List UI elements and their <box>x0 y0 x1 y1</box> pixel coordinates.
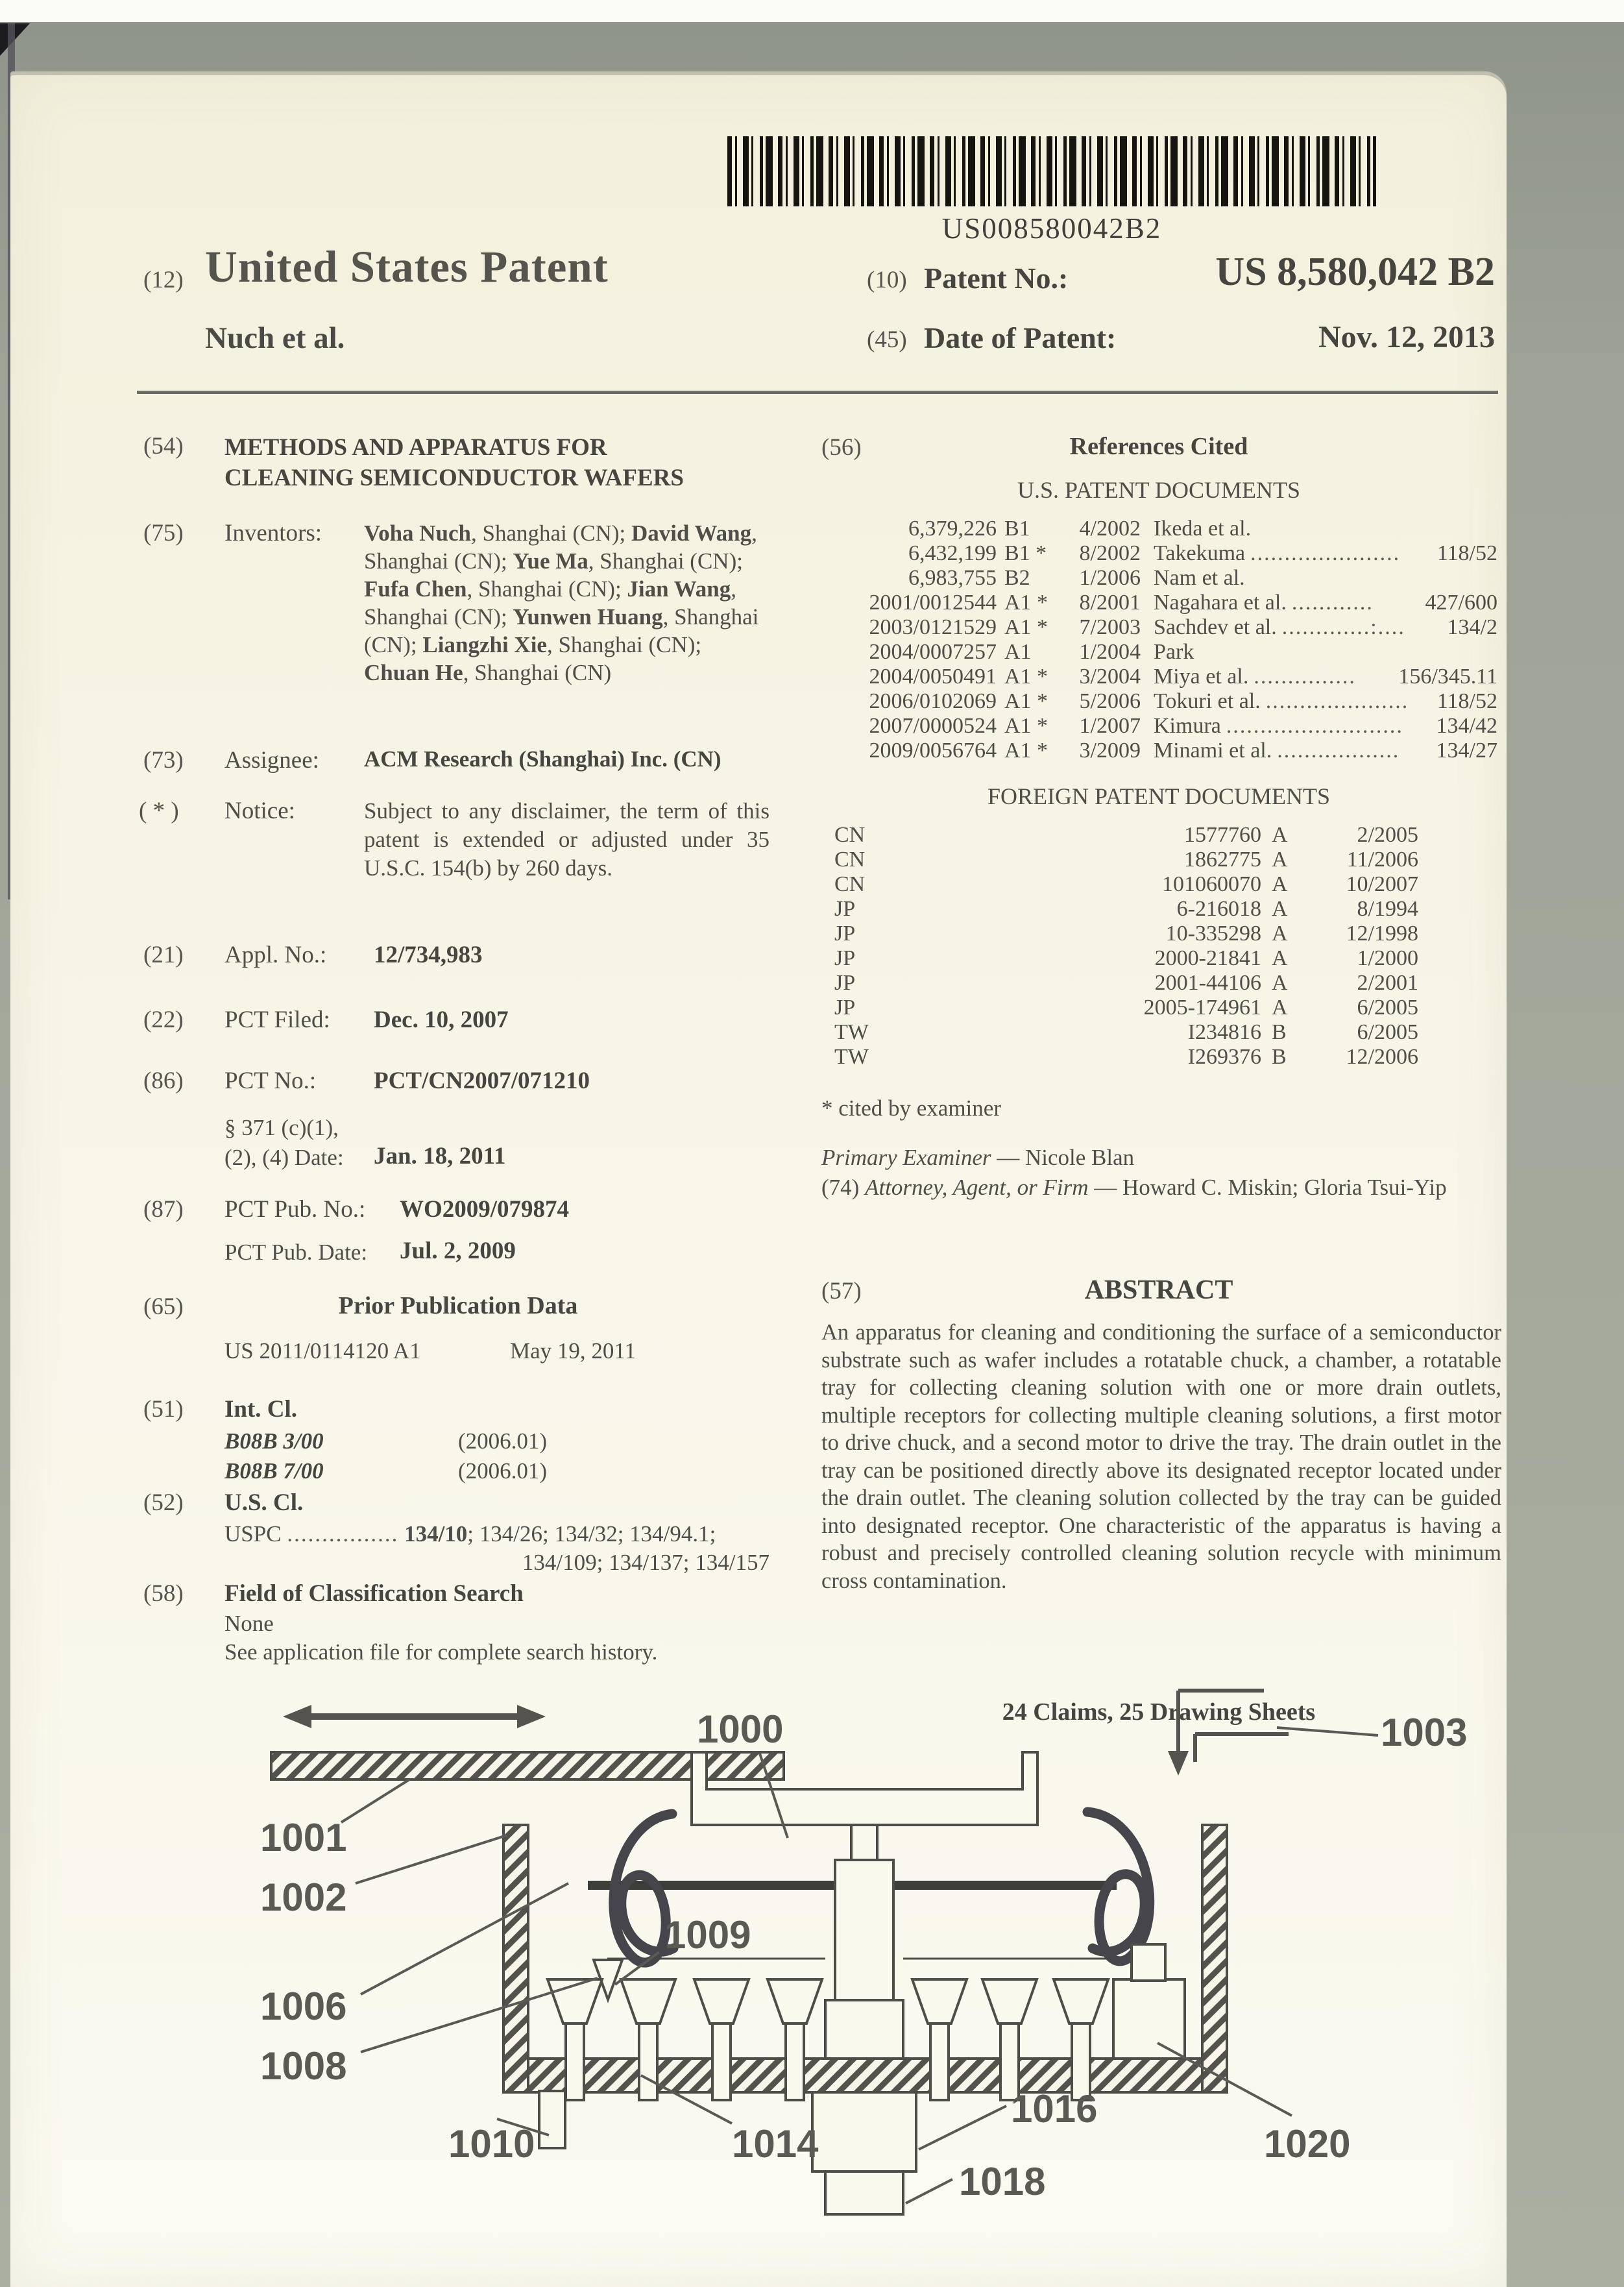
appl-no-value: 12/734,983 <box>374 942 483 968</box>
tag-75: (75) <box>143 520 184 546</box>
label-1002: 1002 <box>260 1876 347 1919</box>
label-1010: 1010 <box>448 2122 535 2166</box>
label-1020: 1020 <box>1264 2122 1351 2166</box>
label-1008: 1008 <box>260 2044 347 2088</box>
tray-floor-1014 <box>528 2059 1202 2092</box>
inventor-item: Voha Nuch, Shanghai (CN); <box>364 520 631 546</box>
uspc-line <box>224 1520 770 1548</box>
int-cl-row: B08B 7/00 (2006.01) <box>224 1458 548 1484</box>
tag-12: (12) <box>143 267 184 293</box>
tag-65: (65) <box>143 1293 184 1320</box>
label-1016: 1016 <box>1011 2087 1098 2131</box>
int-cl-rows <box>224 1426 679 1486</box>
notice-text: Subject to any disclaimer, the term of this patent is extended or adjusted under 35 U.S.C. 154(b) by 260 days. <box>364 798 770 881</box>
attorney-value: — Howard C. Miskin; Gloria Tsui-Yip <box>1088 1175 1447 1200</box>
right-wall <box>1202 1825 1227 2092</box>
inventor-item: Liangzhi Xie, Shanghai (CN); <box>422 632 702 657</box>
tag-45: (45) <box>867 326 907 353</box>
tag-57: (57) <box>821 1278 862 1304</box>
inventor-item: Jian Wang, Shanghai (CN); <box>364 576 737 630</box>
foreign-patent-doc-row: JP 2005-174961 A 6/2005 <box>834 996 1418 1020</box>
foreign-patent-doc-row: TW I234816 B 6/2005 <box>834 1020 1418 1044</box>
us-patent-docs-table <box>849 517 1497 763</box>
prior-pub-number: US 2011/0114120 A1 <box>224 1338 421 1364</box>
us-cl-heading: U.S. Cl. <box>224 1489 304 1516</box>
inventors-list <box>364 519 768 687</box>
patent-figure <box>244 1655 1503 2239</box>
uspc-first: 134/10 <box>404 1521 468 1547</box>
pct-pub-date-value: Jul. 2, 2009 <box>400 1238 516 1264</box>
claims-line: 24 Claims, 25 Drawing Sheets <box>1002 1698 1316 1726</box>
pct-24-date-value: Jan. 18, 2011 <box>374 1143 506 1169</box>
page-title: United States Patent <box>205 242 609 291</box>
us-patent-doc-row: 6,983,755 B2 1/2006 Nam et al. <box>908 566 1245 590</box>
author-line: Nuch et al. <box>205 321 345 355</box>
patent-page <box>10 71 1507 2287</box>
tag-51: (51) <box>143 1396 184 1423</box>
pct-filed-label: PCT Filed: <box>224 1007 330 1033</box>
inventor-item: Fufa Chen, Shanghai (CN); <box>364 576 627 602</box>
inventor-item: Yunwen Huang, Shanghai (CN); <box>364 604 759 657</box>
date-of-patent-value: Nov. 12, 2013 <box>1318 320 1495 354</box>
barcode <box>727 136 1376 206</box>
attorney-label: Attorney, Agent, or Firm <box>865 1175 1089 1200</box>
label-1018: 1018 <box>959 2160 1046 2203</box>
int-cl-row: B08B 3/00 (2006.01) <box>224 1428 548 1454</box>
foreign-patent-doc-row: JP 6-216018 A 8/1994 <box>834 897 1418 921</box>
us-patent-doc-row: 2009/0056764 A1 * 3/2009 Minami et al. .................. 134/27 <box>869 739 1497 763</box>
pct-pub-no-value: WO2009/079874 <box>400 1196 570 1223</box>
down-arrow-1003-icon <box>1168 1691 1289 1776</box>
label-1009: 1009 <box>664 1913 751 1957</box>
us-patent-doc-row: 6,432,199 B1 * 8/2002 Takekuma ...................... 118/52 <box>908 541 1497 565</box>
label-1001: 1001 <box>260 1816 347 1859</box>
primary-examiner-value: — Nicole Blan <box>991 1145 1135 1170</box>
tag-86: (86) <box>143 1068 184 1094</box>
foreign-patent-doc-row: CN 1577760 A 2/2005 <box>834 823 1418 847</box>
tag-10: (10) <box>867 267 907 293</box>
us-patent-doc-row: 2003/0121529 A1 * 7/2003 Sachdev et al. .............:.... 134/2 <box>869 615 1497 639</box>
tag-87: (87) <box>143 1196 184 1223</box>
foreign-patent-doc-row: JP 2001-44106 A 2/2001 <box>834 971 1418 995</box>
inventors-label: Inventors: <box>224 520 322 546</box>
tag-56: (56) <box>821 434 862 461</box>
us-patent-doc-row: 2004/0050491 A1 * 3/2004 Miya et al. ............... 156/345.11 <box>869 665 1497 689</box>
invention-title-line2: CLEANING SEMICONDUCTOR WAFERS <box>224 465 684 491</box>
pct-no-label: PCT No.: <box>224 1068 317 1094</box>
foreign-patent-docs-table <box>834 823 1418 1070</box>
us-patent-doc-row: 2004/0007257 A1 1/2004 Park <box>869 640 1194 664</box>
uspc-line2: 134/109; 134/137; 134/157 <box>522 1550 770 1575</box>
date-of-patent-label: Date of Patent: <box>924 321 1117 354</box>
pct-pub-date-label: PCT Pub. Date: <box>224 1240 368 1265</box>
header-divider <box>137 391 1498 394</box>
invention-title <box>224 432 684 493</box>
scan-corner-artifact <box>0 23 30 56</box>
notice-label: Notice: <box>224 798 295 824</box>
inventor-item: Chuan He, Shanghai (CN) <box>364 660 612 685</box>
uspc-rest: ; 134/26; 134/32; 134/94.1; <box>467 1521 716 1547</box>
primary-examiner-label: Primary Examiner <box>821 1145 991 1170</box>
foreign-patent-doc-row: CN 1862775 A 11/2006 <box>834 848 1418 872</box>
primary-examiner-line <box>821 1144 1134 1172</box>
attorney-line <box>821 1173 1483 1202</box>
tag-74: (74) <box>821 1175 860 1200</box>
motor-upper-1016 <box>812 2092 916 2171</box>
cited-by-examiner-note: * cited by examiner <box>821 1095 1001 1121</box>
label-1014: 1014 <box>732 2122 819 2166</box>
left-wall-1002 <box>503 1825 528 2092</box>
foreign-patent-doc-row: CN 101060070 A 10/2007 <box>834 872 1418 896</box>
pct-24-date-label: (2), (4) Date: <box>224 1145 344 1170</box>
label-1000: 1000 <box>697 1707 784 1751</box>
assignee-value: ACM Research (Shanghai) Inc. (CN) <box>364 746 721 772</box>
foreign-patent-docs-heading: FOREIGN PATENT DOCUMENTS <box>987 783 1331 809</box>
spindle-upper <box>835 1860 893 2000</box>
us-patent-doc-row: 2007/0000524 A1 * 1/2007 Kimura .......................... 134/42 <box>869 714 1497 738</box>
foreign-patent-doc-row: JP 10-335298 A 12/1998 <box>834 922 1418 946</box>
appl-no-label: Appl. No.: <box>224 942 327 968</box>
pct-371-line: § 371 (c)(1), <box>224 1115 339 1140</box>
uspc-dots: ................ <box>287 1521 399 1547</box>
drain-pipe-1010 <box>539 2091 565 2148</box>
field-search-none: None <box>224 1611 274 1636</box>
abstract-text: An apparatus for cleaning and conditioning the surface of a semiconductor substrate such as wafer includes a rotatable chuck, a chamber, a rotatable tray for collecting cleaning solution with one or more drain outlets, multiple receptors for collecting multiple cleaning solutions, a first motor to drive chuck, and a second motor to drive the tray. The drain outlet in the tray can be positioned directly above its designated receptor located under the drain outlet. The cleaning solution collected by the tray can be guided into designated receptor. One characteristic of the apparatus is having a robust and precisely controlled cleaning solution recycle with minimum cross contamination. <box>821 1320 1501 1593</box>
tag-21: (21) <box>143 942 184 968</box>
tag-58: (58) <box>143 1580 184 1607</box>
scan-top-strip <box>0 0 1624 22</box>
tag-54: (54) <box>143 433 184 459</box>
barcode-text: US008580042B2 <box>941 212 1162 245</box>
prior-pub-date: May 19, 2011 <box>510 1338 636 1364</box>
field-search-note: See application file for complete search history. <box>224 1639 658 1665</box>
field-search-heading: Field of Classification Search <box>224 1580 524 1607</box>
pct-filed-value: Dec. 10, 2007 <box>374 1007 509 1033</box>
tag-22: (22) <box>143 1007 184 1033</box>
foreign-patent-doc-row: TW I269376 B 12/2006 <box>834 1045 1418 1069</box>
label-1006: 1006 <box>260 1985 347 2028</box>
inventor-item: David Wang, Shanghai (CN); <box>364 520 757 574</box>
label-1003: 1003 <box>1381 1711 1468 1754</box>
pct-pub-no-label: PCT Pub. No.: <box>224 1196 366 1223</box>
prior-pub-heading: Prior Publication Data <box>338 1292 578 1319</box>
tag-52: (52) <box>143 1489 184 1516</box>
pct-no-value: PCT/CN2007/071210 <box>374 1068 590 1094</box>
references-cited-heading: References Cited <box>1069 433 1248 460</box>
invention-title-line1: METHODS AND APPARATUS FOR <box>224 434 607 461</box>
chuck-neck <box>851 1825 877 1860</box>
patent-no-label: Patent No.: <box>924 262 1069 295</box>
foreign-patent-doc-row: JP 2000-21841 A 1/2000 <box>834 946 1418 970</box>
inventor-item: Yue Ma, Shanghai (CN); <box>513 548 743 574</box>
us-patent-docs-heading: U.S. PATENT DOCUMENTS <box>1017 477 1301 503</box>
us-patent-doc-row: 6,379,226 B1 4/2002 Ikeda et al. <box>908 517 1252 541</box>
right-receptor-1020 <box>1113 1979 1185 2059</box>
patent-no-value: US 8,580,042 B2 <box>1215 250 1495 294</box>
abstract-heading: ABSTRACT <box>1084 1275 1233 1305</box>
int-cl-heading: Int. Cl. <box>224 1396 298 1423</box>
us-patent-doc-row: 2001/0012544 A1 * 8/2001 Nagahara et al. ............ 427/600 <box>869 591 1497 615</box>
tag-star: ( * ) <box>139 798 179 824</box>
assignee-label: Assignee: <box>224 747 319 774</box>
uspc-label: USPC <box>224 1521 282 1547</box>
motor-lower-1018 <box>825 2171 903 2214</box>
right-receptor-inlet <box>1132 1944 1165 1981</box>
horizontal-motion-arrow-icon <box>283 1705 546 1728</box>
us-patent-doc-row: 2006/0102069 A1 * 5/2006 Tokuri et al. ..................... 118/52 <box>869 689 1497 713</box>
tag-73: (73) <box>143 747 184 774</box>
